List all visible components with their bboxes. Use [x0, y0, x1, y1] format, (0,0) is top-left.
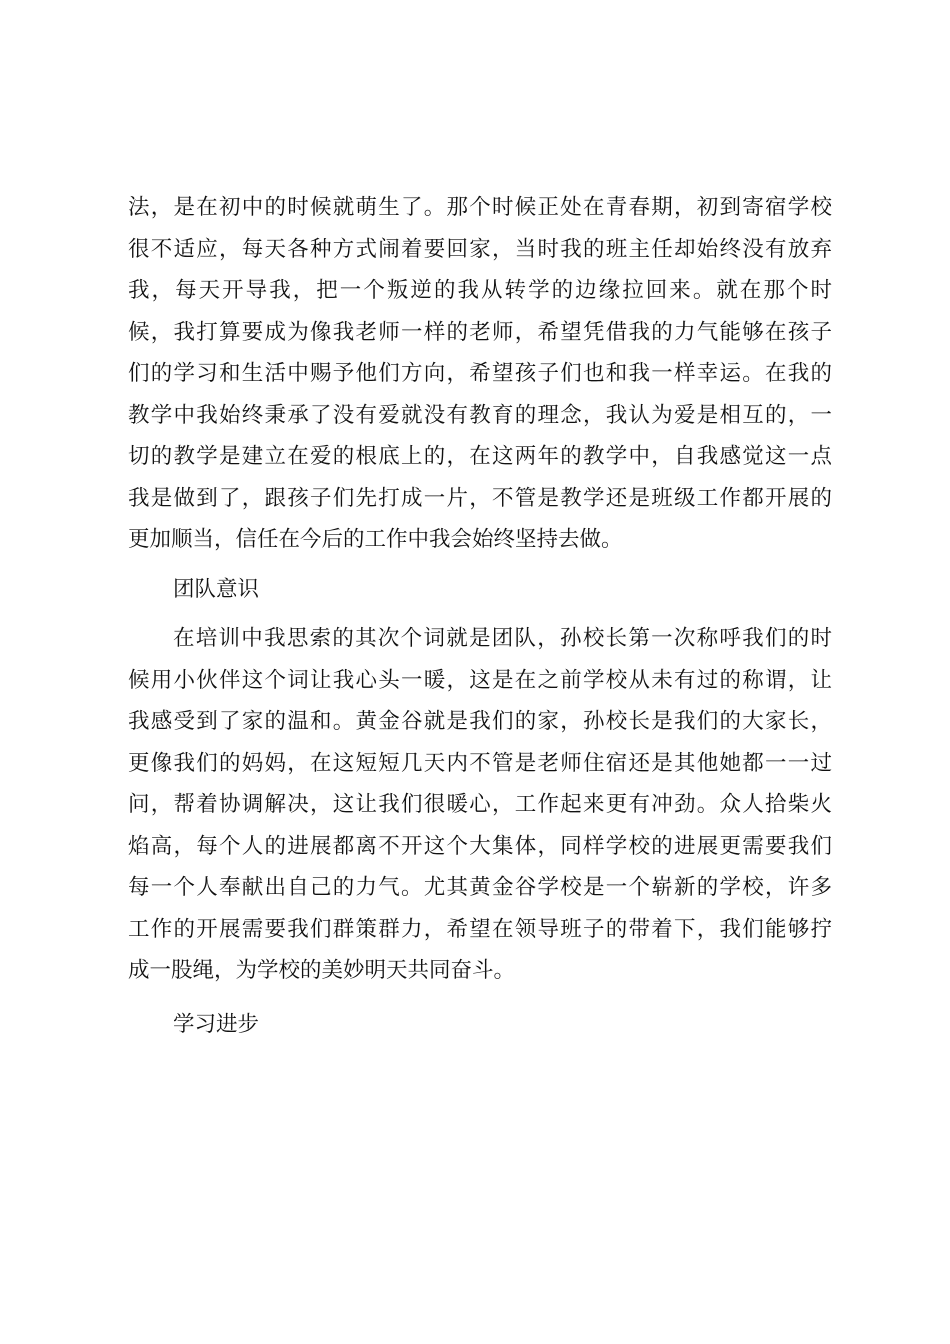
text-line: 我是做到了，跟孩子们先打成一片，不管是教学还是班级工作都开展的 [128, 485, 832, 511]
text-line: 每一个人奉献出自己的力气。尤其黄金谷学校是一个崭新的学校，许多 [128, 875, 832, 900]
text-line: 更像我们的妈妈，在这短短几天内不管是老师住宿还是其他她都一一过 [128, 750, 832, 776]
text-line: 成一股绳，为学校的美妙明天共同奋斗。 [128, 958, 516, 983]
text-line: 问，帮着协调解决，这让我们很暖心，工作起来更有冲劲。众人拾柴火 [128, 792, 832, 817]
text-line: 很不适应，每天各种方式闹着要回家，当时我的班主任却始终没有放弃 [128, 236, 832, 262]
text-line: 候用小伙伴这个词让我心头一暖，这是在之前学校从未有过的称谓，让 [128, 667, 832, 693]
section-heading-study: 学习进步 [173, 1011, 260, 1037]
section-heading-team: 团队意识 [173, 576, 260, 602]
text-line: 焰高，每个人的进展都离不开这个大集体，同样学校的进展更需要我们 [128, 833, 832, 859]
paragraph-motivation [128, 187, 832, 561]
text-line: 们的学习和生活中赐予他们方向，希望孩子们也和我一样幸运。在我的 [128, 361, 832, 386]
document-page [128, 187, 832, 1053]
text-line: 教学中我始终秉承了没有爱就没有教育的理念，我认为爱是相互的，一 [128, 402, 832, 428]
text-line: 在培训中我思索的其次个词就是团队，孙校长第一次称呼我们的时 [173, 626, 832, 651]
text-line: 我，每天开导我，把一个叛逆的我从转学的边缘拉回来。就在那个时 [128, 278, 832, 303]
paragraph-team [128, 618, 832, 992]
text-line: 我感受到了家的温和。黄金谷就是我们的家，孙校长是我们的大家长， [128, 709, 832, 734]
text-line: 工作的开展需要我们群策群力，希望在领导班子的带着下，我们能够拧 [128, 916, 832, 942]
text-line: 切的教学是建立在爱的根底上的，在这两年的教学中，自我感觉这一点 [128, 444, 832, 469]
text-line: 候，我打算要成为像我老师一样的老师，希望凭借我的力气能够在孩子 [128, 319, 832, 345]
text-line: 更加顺当，信任在今后的工作中我会始终坚持去做。 [128, 527, 623, 552]
text-line: 法，是在初中的时候就萌生了。那个时候正处在青春期，初到寄宿学校 [128, 195, 832, 220]
